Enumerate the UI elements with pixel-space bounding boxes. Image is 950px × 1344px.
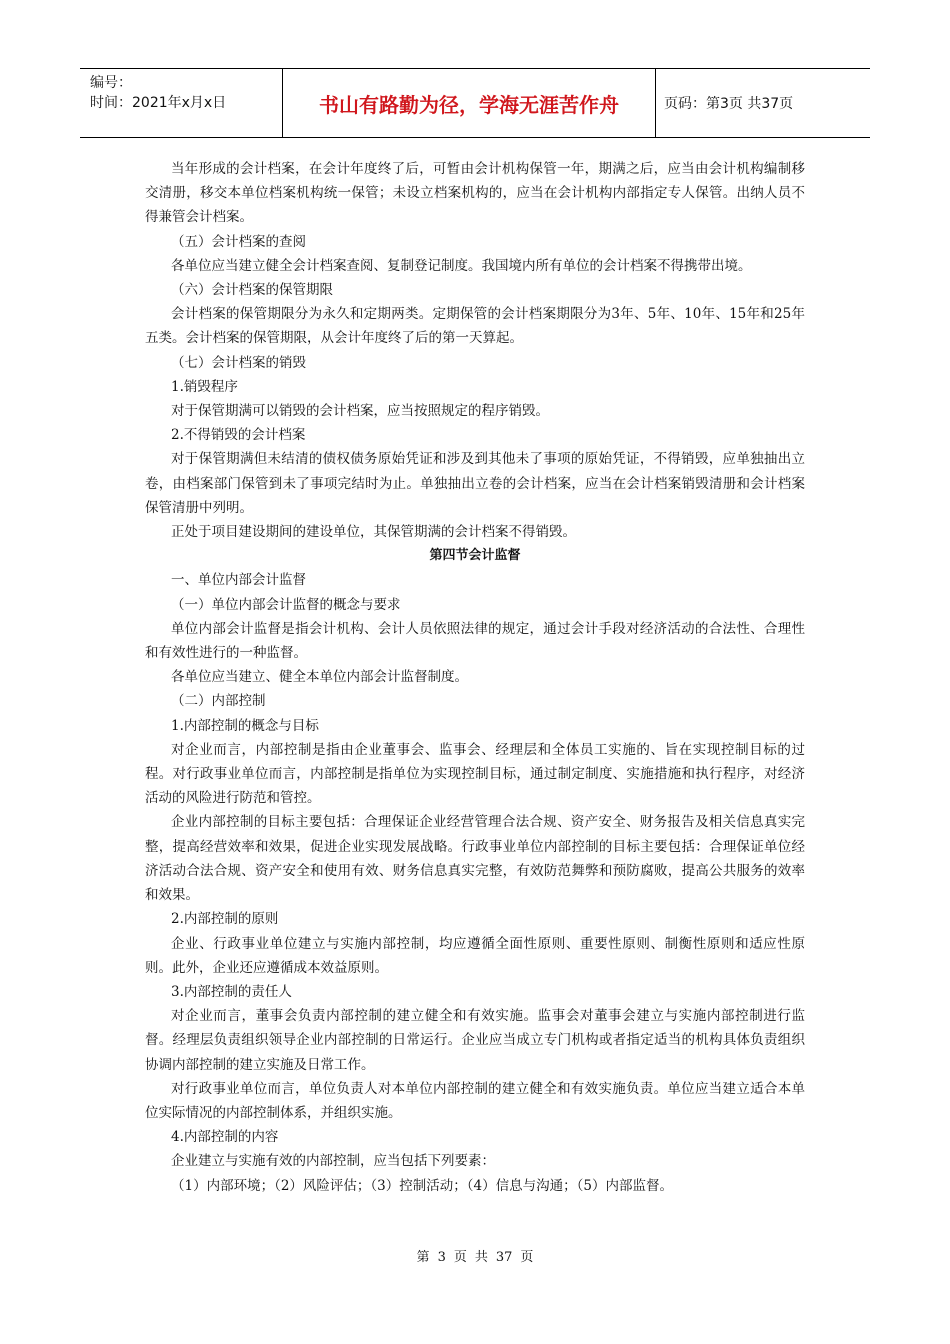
section-heading: 一、单位内部会计监督 (171, 572, 306, 589)
footer-suffix: 页 (520, 1250, 534, 1265)
subheading: 1.内部控制的概念与目标 (171, 717, 319, 734)
paragraph: 对于保管期满可以销毁的会计档案，应当按照规定的程序销毁。 (171, 403, 549, 420)
code-label: 编号： (90, 75, 132, 91)
paragraph: 企业建立与实施有效的内部控制，应当包括下列要素： (171, 1153, 495, 1170)
header-meta (80, 69, 283, 137)
paragraph: 企业、行政事业单位建立与实施内部控制，均应遵循全面性原则、重要性原则、制衡性原则和适应性原则。此外，企业还应遵循成本效益原则。 (145, 935, 805, 976)
paragraph: 当年形成的会计档案，在会计年度终了后，可暂由会计机构保管一年，期满之后，应当由会计机构编制移交清册，移交本单位档案机构统一保管；未设立档案机构的，应当在会计机构内部指定专人保管。出纳人员不得兼管会计档案。 (145, 161, 805, 226)
page-header (80, 68, 870, 138)
paragraph: 各单位应当建立、健全本单位内部会计监督制度。 (171, 669, 468, 686)
footer-current-page: 3 (437, 1250, 446, 1265)
section-heading: （二）内部控制 (171, 693, 266, 710)
paragraph: 对企业而言，内部控制是指由企业董事会、监事会、经理层和全体员工实施的、旨在实现控制目标的过程。对行政事业单位而言，内部控制是指单位为实现控制目标，通过制定制度、实施措施和执行程序，对经济活动的风险进行防范和管控。 (145, 741, 805, 807)
subheading: 1.销毁程序 (171, 378, 238, 395)
section-heading: （七）会计档案的销毁 (171, 354, 306, 371)
time-label: 时间：2021年x月x日 (90, 95, 227, 111)
chapter-title: 第四节会计监督 (429, 548, 521, 564)
paragraph: 正处于项目建设期间的建设单位，其保管期满的会计档案不得销毁。 (171, 524, 576, 541)
section-heading: （五）会计档案的查阅 (171, 233, 306, 250)
subheading: 2.不得销毁的会计档案 (171, 427, 306, 444)
document-body (145, 157, 805, 1198)
page-footer (0, 1246, 950, 1265)
paragraph: 对企业而言，董事会负责内部控制的建立健全和有效实施。监事会对董事会建立与实施内部控制进行监督。经理层负责组织领导企业内部控制的日常运行。企业应当成立专门机构或者指定适当的机构具体负责组织协调内部控制的建立实施及日常工作。 (145, 1008, 805, 1073)
paragraph: 对行政事业单位而言，单位负责人对本单位内部控制的建立健全和有效实施负责。单位应当建立适合本单位实际情况的内部控制体系，并组织实施。 (145, 1080, 805, 1121)
header-page-info: 页码：第3页 共37页 (664, 96, 794, 112)
paragraph: （1）内部环境；（2）风险评估；（3）控制活动；（4）信息与沟通；（5）内部监督。 (171, 1177, 673, 1194)
section-heading: （六）会计档案的保管期限 (171, 282, 333, 299)
paragraph: 对于保管期满但未结清的债权债务原始凭证和涉及到其他未了事项的原始凭证，不得销毁，应单独抽出立卷，由档案部门保管到未了事项完结时为止。单独抽出立卷的会计档案，应当在会计档案销毁清册和会计档案保管清册中列明。 (145, 451, 805, 516)
subheading: 4.内部控制的内容 (171, 1129, 279, 1146)
paragraph: 单位内部会计监督是指会计机构、会计人员依照法律的规定，通过会计手段对经济活动的合法性、合理性和有效性进行的一种监督。 (145, 620, 805, 662)
footer-page-word: 页 (453, 1250, 467, 1265)
footer-prefix: 第 (416, 1250, 430, 1265)
header-motto: 书山有路勤为径，学海无涯苦作舟 (283, 69, 656, 137)
footer-total-pages: 37 (495, 1250, 513, 1265)
section-heading: （一）单位内部会计监督的概念与要求 (171, 596, 401, 613)
paragraph: 企业内部控制的目标主要包括：合理保证企业经营管理合法合规、资产安全、财务报告及相关信息真实完整，提高经营效率和效果，促进企业实现发展战略。行政事业单位内部控制的目标主要包括：合理保证单位经济活动合法合规、资产安全和使用有效、财务信息真实完整，有效防范舞弊和预防腐败，提高公共服务的效率和效果。 (145, 814, 805, 904)
paragraph: 会计档案的保管期限分为永久和定期两类。定期保管的会计档案期限分为3年、5年、10年、15年和25年五类。会计档案的保管期限，从会计年度终了后的第一天算起。 (145, 306, 805, 347)
paragraph: 各单位应当建立健全会计档案查阅、复制登记制度。我国境内所有单位的会计档案不得携带出境。 (171, 257, 752, 274)
subheading: 2.内部控制的原则 (171, 911, 279, 928)
subheading: 3.内部控制的责任人 (171, 983, 292, 1000)
footer-total-word: 共 (474, 1250, 488, 1265)
